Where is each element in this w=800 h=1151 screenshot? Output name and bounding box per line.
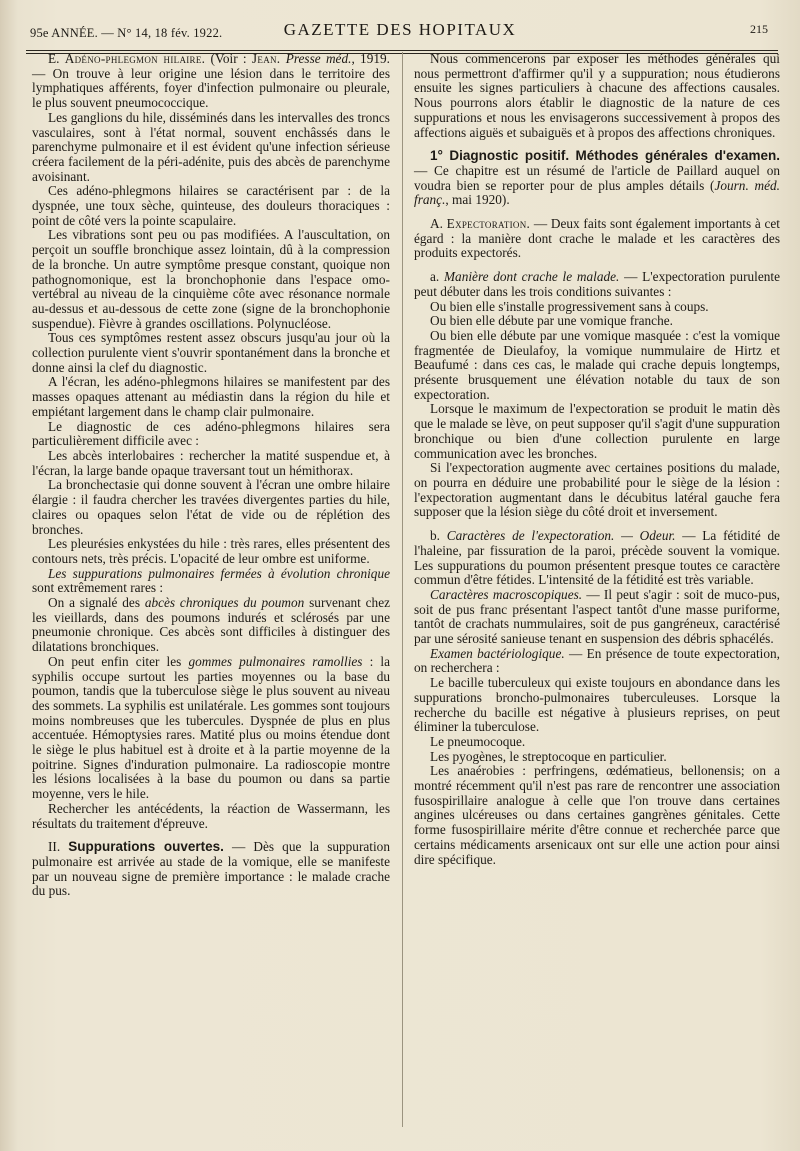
text-run: — Dès que la suppuration pulmonaire est arrivée au stade de la vomique, elle se manifeste par un nouveau signe de première importance : le malade crache du pus.: [32, 839, 390, 899]
section-number: II.: [48, 839, 69, 855]
section-letter: E.: [48, 51, 65, 66]
italic-heading: Examen bactériologique.: [430, 645, 565, 661]
paragraph: [32, 655, 390, 802]
paragraph: Le diagnostic de ces adéno-phlegmons hilaires sera particulièrement difficile avec :: [32, 418, 390, 449]
citation: Journ. méd. franç.: [414, 177, 780, 208]
paragraph: Le bacille tuberculeux qui existe toujours en abondance dans les suppurations broncho-pulmonaires tuberculeuses. Lorsque la recherche du bacille est négative à plusieurs reprises, on peut éliminer la tuberculose.: [414, 675, 780, 735]
paragraph: Les pleurésies enkystées du hile : très rares, elles présentent des contours nets, très précis. L'opacité de leur ombre est uniforme.: [32, 536, 390, 566]
italic-heading: Caractères macroscopiques.: [430, 586, 583, 602]
text-run: On a signalé des: [48, 595, 145, 611]
text-run: On peut enfin citer les: [48, 653, 189, 669]
text-run: — Il peut s'agir : soit de muco-pus, soit de pus franc présentant l'aspect tantôt d'une masse puriforme, tantôt de crachats nummulaires, soit de pus gangréneux, caractérisé par une sérosité sanieuse tenant en suspension des débris sphacélés.: [414, 586, 780, 647]
citation: Presse méd.: [280, 51, 352, 66]
text-run: survenant chez les vieillards, dans des poumons indurés et sclérosés par une pneumonie chronique. Ces abcès sont difficiles à distinguer des dilatations bronchiques.: [32, 595, 390, 655]
italic-heading: Caractères de l'expectoration. — Odeur.: [446, 528, 676, 544]
paragraph: [32, 840, 390, 899]
paragraph: Rechercher les antécédents, la réaction de Wassermann, les résultats du traitement d'épreuve.: [32, 800, 390, 831]
paragraph: Lorsque le maximum de l'expectoration se produit le matin dès que le malade se lève, on peut supposer qu'il s'agit d'une suppuration bronchique ou bien d'une collection purulente en large communication avec les bronches.: [414, 401, 780, 461]
paragraph: [414, 217, 780, 261]
paragraph: Les anaérobies : perfringens, œdématieus, bellonensis; on a montré récemment qu'il n'est pas rare de rencontrer une association fusospirillaire analogue à celle que l'on trouve dans certaines angines ulcéreuses ou dans certaines gangrènes génitales. Cette forme fusospirillaire mérite d'être connue et recherchée parce que certains médicaments arsenicaux ont sur elle une action pour ainsi dire spécifique.: [414, 763, 780, 867]
paragraph: [414, 149, 780, 208]
section-heading: Expectoration.: [446, 216, 531, 232]
journal-title: GAZETTE DES HOPITAUX: [283, 20, 517, 39]
paragraph: Les vibrations sont peu ou pas modifiées. A l'auscultation, on perçoit un souffle bronchique assez lointain, dû à la compression de la bronche. Un autre symptôme presque constant, quoique non pathognomonique, est la bronchophonie dans l'espace omo-vertébral au niveau de la cinquième côte avec résonance normale au-dessus et au-dessous de cette zone (signe de la bronchophonie suspendue). Fièvre à grandes oscillations. Polynucléose.: [32, 227, 390, 331]
paragraph: Nous commencerons par exposer les méthodes générales qui nous permettront d'affirmer qu'il y a suppuration; nous étudierons ensuite les signes particuliers à chacune des affections causales. Nous pourrons alors établir le diagnostic de la nature de ces suppurations et nous les envisagerons successivement à propos des affections aiguës et subaiguës et à propos des affections chroniques.: [414, 51, 780, 140]
author-name: Jean.: [251, 51, 281, 66]
paragraph: [32, 52, 390, 111]
text-run: — La fétidité de l'haleine, par fissuration de la paroi, précède souvent la vomique. Les suppurations du poumon présentent presque toutes ce caractère commun d'être fétides. L'intensité de la fétidité est très variable.: [414, 528, 781, 588]
right-column: [414, 52, 780, 867]
text-run: — L'expectoration purulente peut débuter dans les trois conditions suivantes :: [414, 269, 780, 299]
paragraph: Ou bien elle débute par une vomique masquée : c'est la vomique fragmentée de Dieulafoy, la vomique nummulaire de Hirtz et Beaufumé : dans ces cas, le malade qui crache depuis longtemps, présente brusquement une élévation notable du taux de son expectoration.: [414, 327, 780, 402]
paragraph: Ces adéno-phlegmons hilaires se caractérisent par : de la dyspnée, une toux sèche, quinteuse, des douleurs thoraciques : point de côté vers la pointe scapulaire.: [32, 183, 390, 228]
paragraph: Tous ces symptômes restent assez obscurs jusqu'au jour où la collection purulente vient s'ouvrir spontanément dans la bronche et donne ainsi la clef du diagnostic.: [32, 330, 390, 375]
paragraph: Ou bien elle débute par une vomique franche.: [430, 313, 673, 329]
italic-term: gommes pulmonaires ramollies: [188, 653, 363, 669]
paragraph: [32, 596, 390, 655]
italic-heading: Les suppurations pulmonaires fermées à évolution chronique: [48, 565, 390, 581]
paragraph: A l'écran, les adéno-phlegmons hilaires se manifestent par des masses opaques attenant au médiastin dans la région du hile et empiétant largement dans le champ clair pulmonaire.: [32, 374, 390, 419]
paragraph: Le pneumocoque.: [430, 733, 526, 749]
section-letter: b.: [430, 528, 447, 544]
text-run: , mai 1920).: [445, 192, 510, 208]
paragraph: Les pyogènes, le streptocoque en particulier.: [430, 748, 667, 764]
paragraph: Ou bien elle s'installe progressivement sans à coups.: [430, 298, 709, 314]
paragraph: Si l'expectoration augmente avec certaines positions du malade, on pourra en déduire une probabilité pour le siège de la lésion : l'expectoration augmentant dans le décubitus latéral gauche fera supposer que la lésion siège du côté droit et inversement.: [414, 460, 780, 520]
left-column: [32, 52, 390, 899]
italic-term: abcès chroniques du poumon: [144, 595, 305, 611]
paragraph: [414, 588, 780, 647]
section-heading: 1° Diagnostic positif. Méthodes générales d'examen.: [430, 148, 780, 164]
text-run: — En présence de toute expectoration, on recherchera :: [414, 645, 780, 676]
page-number: 215: [750, 22, 768, 36]
issue-info: 95e ANNÉE. — N° 14, 18 fév. 1922.: [30, 26, 223, 40]
text-run: — Deux faits sont également importants à cet égard : la manière dont crache le malade et les caractères des produits expectorés.: [414, 216, 780, 261]
text-run: — Ce chapitre est un résumé de l'article de Paillard auquel on voudra bien se reporter pour de plus amples détails (: [414, 162, 780, 193]
column-divider: [402, 52, 403, 1127]
text-run: (Voir :: [205, 51, 252, 66]
section-letter: A.: [430, 216, 447, 232]
paragraph: [414, 647, 780, 676]
text-run: : la syphilis occupe surtout les parties moyennes ou la base du poumon, tandis que la tuberculose siège le plus souvent au niveau des sommets. La syphilis est unilatérale. Les gommes sont toujours moins nombreuses que les tubercules. Dyspnée de plus en plus accentuée. Hémoptysies rares. Matité plus ou moins étendue dont le siège le plus habituel est à droite et à la partie moyenne de la poitrine. Signes d'induration pulmonaire. La radioscopie montre les lésions localisées à la base du poumon ou dans sa partie moyenne, vers le hile.: [32, 653, 390, 802]
paragraph: [32, 567, 390, 596]
text-run: sont extrêmement rares :: [32, 580, 164, 596]
section-letter: a.: [430, 269, 444, 285]
paragraph: [414, 529, 780, 588]
section-heading: Adéno-phlegmon hilaire.: [64, 51, 206, 66]
paragraph: [414, 270, 780, 299]
paragraph: Les ganglions du hile, disséminés dans les intervalles des troncs vasculaires, sont à l'état normal, souvent enchâssés dans le parenchyme pulmonaire et il est évident qu'une infection sérieuse créera facilement de la péri-adénite, puis des abcès de parenchyme avoisinant.: [32, 109, 390, 184]
running-header: [0, 10, 800, 46]
italic-heading: Manière dont crache le malade.: [443, 269, 620, 285]
paragraph: Les abcès interlobaires : rechercher la matité suspendue et, à l'écran, la large bande opaque traversant tout un hémithorax.: [32, 447, 390, 478]
text-run: , 1919. — On trouve à leur origine une lésion dans le territoire des lymphatiques afférents, foyer d'infection pulmonaire ou pleurale, le plus souvent pneumococcique.: [32, 51, 390, 111]
paragraph: La bronchectasie qui donne souvent à l'écran une ombre hilaire élargie : il faudra chercher les travées divergentes parties du hile, claires ou opaques selon l'état de vide ou de réplétion des bronches.: [32, 477, 390, 537]
section-heading: Suppurations ouvertes.: [68, 839, 224, 855]
